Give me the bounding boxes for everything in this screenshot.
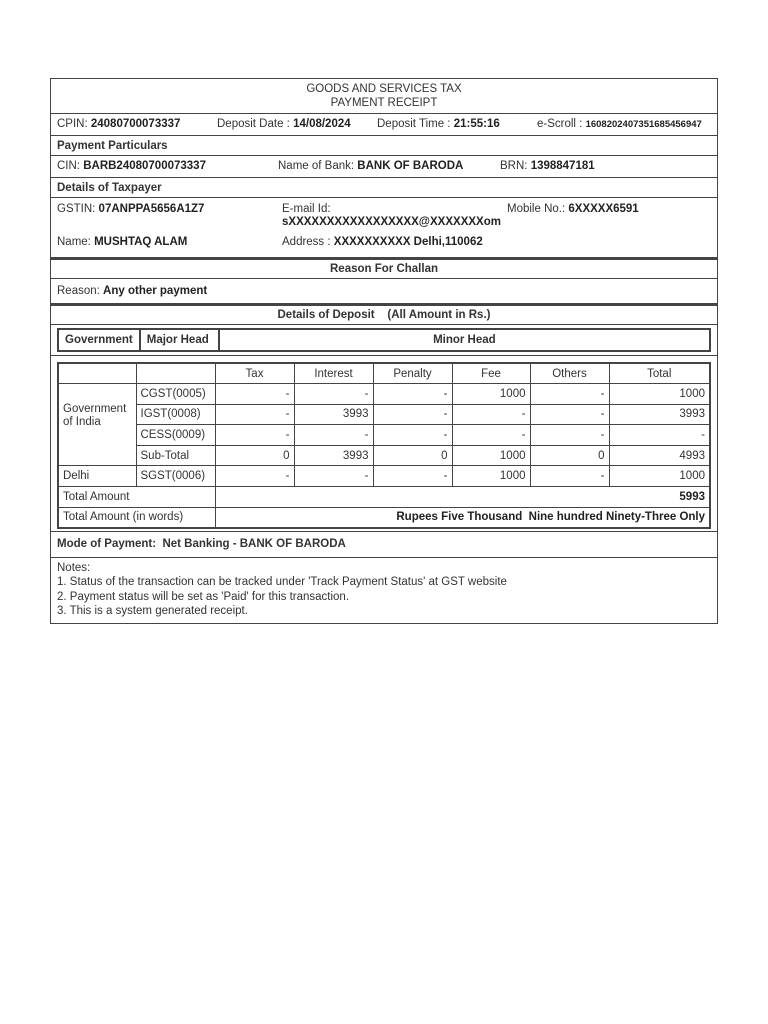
payment-mode-row [51, 532, 717, 558]
cin-label: CIN: [57, 160, 80, 172]
table-row [58, 404, 710, 425]
address-value: XXXXXXXXXX Delhi,110062 [333, 236, 483, 248]
escroll-value: 1608202407351685456947 [585, 119, 702, 130]
col-fee: Fee [452, 363, 530, 384]
total-amount-row [58, 487, 710, 508]
interest-cell: 3993 [294, 404, 373, 425]
reason-value: Any other payment [103, 285, 208, 297]
deposit-table-wrap [51, 356, 717, 532]
deposit-time-label: Deposit Time : [377, 118, 451, 130]
tax-cell: - [215, 425, 294, 446]
mode-label: Mode of Payment: [57, 538, 157, 551]
tax-cell: - [215, 404, 294, 425]
col-total: Total [609, 363, 710, 384]
major-head-cell: CESS(0009) [136, 425, 215, 446]
bank-label: Name of Bank: [278, 160, 355, 172]
fee-cell: 1000 [452, 384, 530, 405]
empty-cell [136, 363, 215, 384]
cpin-row [51, 114, 717, 136]
total-cell: 1000 [609, 466, 710, 487]
penalty-cell: - [373, 425, 452, 446]
tax-cell: 0 [215, 445, 294, 466]
col-minor-head: Minor Head [219, 329, 710, 351]
note-item: 1. Status of the transaction can be tracked under 'Track Payment Status' at GST website [57, 576, 507, 589]
email-label: E-mail Id: [282, 203, 331, 215]
total-cell: 4993 [609, 445, 710, 466]
total-words-value: Rupees Five Thousand Nine hundred Ninety-Three Only [215, 507, 710, 528]
total-words-label: Total Amount (in words) [58, 507, 215, 528]
cin-value: BARB24080700073337 [83, 160, 206, 172]
others-cell: 0 [530, 445, 609, 466]
total-cell: 1000 [609, 384, 710, 405]
cpin-value: 24080700073337 [90, 118, 181, 130]
notes-title: Notes: [57, 561, 91, 574]
mode-value: Net Banking - BANK OF BARODA [162, 538, 346, 551]
deposit-date-value: 14/08/2024 [293, 118, 351, 130]
name-label: Name: [57, 236, 91, 248]
col-penalty: Penalty [373, 363, 452, 384]
mobile-label: Mobile No.: [507, 203, 566, 215]
penalty-cell: - [373, 466, 452, 487]
brn-value: 1398847181 [530, 160, 595, 172]
head-table-wrap [51, 325, 717, 356]
bank-row [51, 156, 717, 178]
receipt-title [51, 79, 717, 114]
name-value: MUSHTAQ ALAM [94, 236, 188, 248]
payment-particulars-header [51, 136, 717, 156]
col-tax: Tax [215, 363, 294, 384]
deposit-header-label: Details of Deposit (All Amount in Rs.) [277, 309, 491, 321]
others-cell: - [530, 404, 609, 425]
total-amount-label: Total Amount [58, 487, 215, 508]
payment-receipt [50, 78, 718, 624]
col-interest: Interest [294, 363, 373, 384]
major-head-cell: IGST(0008) [136, 404, 215, 425]
reason-header [51, 258, 717, 279]
col-major-head: Major Head [140, 329, 219, 351]
brn-label: BRN: [500, 160, 528, 172]
deposit-time-value: 21:55:16 [453, 118, 500, 130]
table-row [58, 425, 710, 446]
taxpayer-details [51, 198, 717, 258]
cpin-label: CPIN: [57, 118, 88, 130]
head-table [57, 328, 711, 352]
table-row [58, 384, 710, 405]
fee-cell: 1000 [452, 466, 530, 487]
table-header-row [58, 363, 710, 384]
total-cell: 3993 [609, 404, 710, 425]
taxpayer-header-label: Details of Taxpayer [57, 181, 162, 194]
tax-cell: - [215, 384, 294, 405]
total-words-row [58, 507, 710, 528]
others-cell: - [530, 425, 609, 446]
major-head-cell: SGST(0006) [136, 466, 215, 487]
penalty-cell: - [373, 404, 452, 425]
gstin-label: GSTIN: [57, 203, 96, 215]
interest-cell: - [294, 384, 373, 405]
payment-particulars-label: Payment Particulars [57, 139, 168, 152]
note-item: 2. Payment status will be set as 'Paid' for this transaction. [57, 590, 350, 603]
interest-cell: 3993 [294, 445, 373, 466]
deposit-table [57, 362, 711, 529]
empty-cell [58, 363, 136, 384]
fee-cell: - [452, 404, 530, 425]
deposit-header [51, 304, 717, 325]
mobile-value: 6XXXXX6591 [568, 203, 639, 215]
delhi-cell: Delhi [58, 466, 136, 487]
taxpayer-header [51, 178, 717, 198]
penalty-cell: 0 [373, 445, 452, 466]
title-line-2: PAYMENT RECEIPT [330, 97, 438, 109]
fee-cell: - [452, 425, 530, 446]
major-head-cell: CGST(0005) [136, 384, 215, 405]
total-cell: - [609, 425, 710, 446]
email-value: sXXXXXXXXXXXXXXXXX@XXXXXXXom [282, 216, 501, 228]
tax-cell: - [215, 466, 294, 487]
deposit-date-label: Deposit Date : [217, 118, 290, 130]
subtotal-row [58, 445, 710, 466]
col-government: Government [58, 329, 140, 351]
notes [51, 558, 717, 623]
reason-label: Reason: [57, 285, 100, 297]
others-cell: - [530, 466, 609, 487]
address-label: Address : [282, 236, 331, 248]
fee-cell: 1000 [452, 445, 530, 466]
interest-cell: - [294, 466, 373, 487]
note-item: 3. This is a system generated receipt. [57, 605, 248, 618]
total-amount-value: 5993 [215, 487, 710, 508]
title-line-1: GOODS AND SERVICES TAX [306, 83, 462, 95]
penalty-cell: - [373, 384, 452, 405]
delhi-row [58, 466, 710, 487]
reason-header-label: Reason For Challan [330, 263, 438, 275]
major-head-cell: Sub-Total [136, 445, 215, 466]
escroll-label: e-Scroll : [537, 118, 583, 130]
gstin-value: 07ANPPA5656A1Z7 [98, 203, 205, 215]
government-of-india-cell: Government of India [58, 384, 136, 466]
interest-cell: - [294, 425, 373, 446]
col-others: Others [530, 363, 609, 384]
reason-row [51, 279, 717, 304]
others-cell: - [530, 384, 609, 405]
bank-value: BANK OF BARODA [357, 160, 464, 172]
